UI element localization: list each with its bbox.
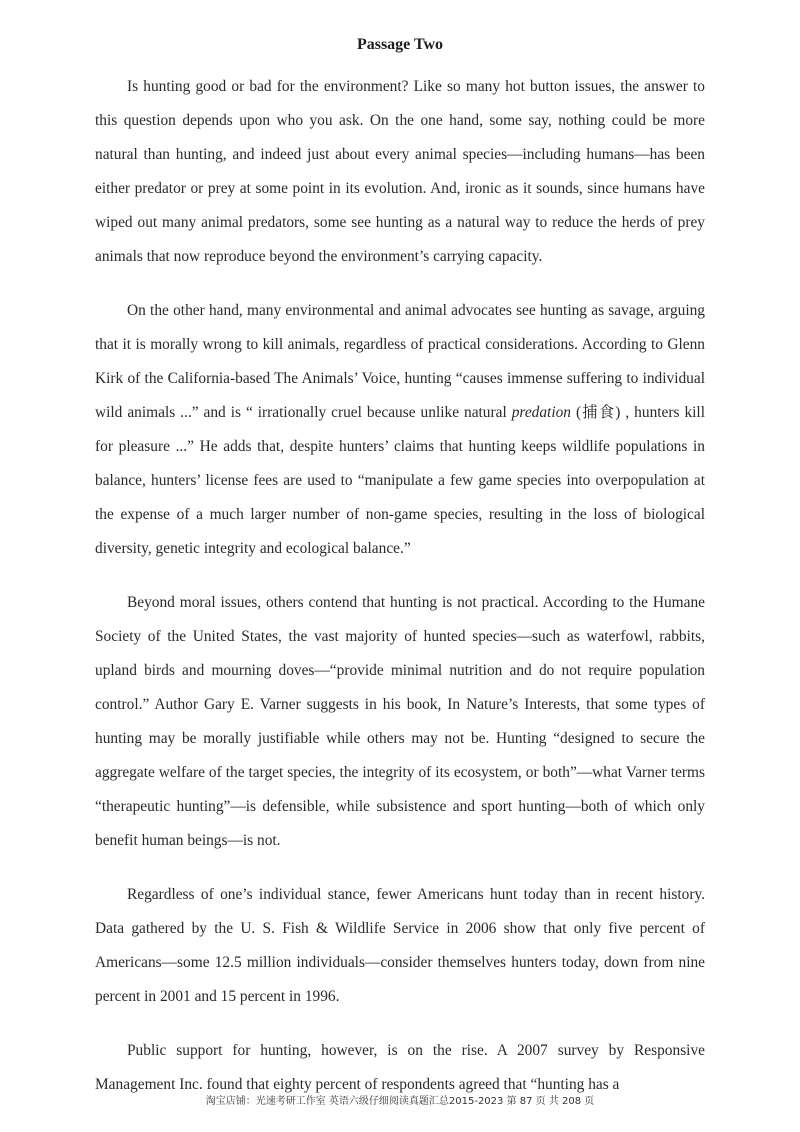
page-footer: 淘宝店铺：光速考研工作室 英语六级仔细阅读真题汇总2015-2023 第 87 页 共 208 页: [205, 1096, 595, 1107]
paragraph-2: [95, 294, 705, 566]
paragraph-2-part-2: (捕食) , hunters kill for pleasure ...” He adds that, despite hunters’ claims that hunting keeps wildlife populations in balance, hunters’ license fees are used to “manipulate a few game species into overpopulation at the expense of a much larger number of non-game species, resulting in the loss of biological diversity, genetic integrity and ecological balance.”: [95, 404, 705, 557]
paragraph-2-part-1: On the other hand, many environmental and animal advocates see hunting as savage, arguing that it is morally wrong to kill animals, regardless of practical considerations. According to Glenn Kirk of the California-based The Animals’ Voice, hunting “causes immense suffering to individual wild animals ...” and is “ irrationally cruel because unlike natural: [95, 302, 705, 421]
paragraph-4: Regardless of one’s individual stance, fewer Americans hunt today than in recent history. Data gathered by the U. S. Fish & Wildlife Service in 2006 show that only five percent of Americans—some 12.5 million individuals—consider themselves hunters today, down from nine percent in 2001 and 15 percent in 1996.: [95, 886, 705, 1005]
paragraph-5: Public support for hunting, however, is on the rise. A 2007 survey by Responsive Management Inc. found that eighty percent of respondents agreed that “hunting has a: [95, 1042, 705, 1093]
emphasis-predation: predation: [511, 404, 571, 421]
passage-title: Passage Two: [356, 36, 444, 53]
passage-body: [95, 70, 705, 1102]
paragraph-3: Beyond moral issues, others contend that hunting is not practical. According to the Humane Society of the United States, the vast majority of hunted species—such as waterfowl, rabbits, upland birds and mourning doves—“provide minimal nutrition and do not require population control.” Author Gary E. Varner suggests in his book, In Nature’s Interests, that some types of hunting may be morally justifiable while others may not be. Hunting “designed to secure the aggregate welfare of the target species, the integrity of its ecosystem, or both”—what Varner terms “therapeutic hunting”—is defensible, while subsistence and sport hunting—both of which only benefit human beings—is not.: [95, 594, 705, 849]
paragraph-1: Is hunting good or bad for the environment? Like so many hot button issues, the answer to this question depends upon who you ask. On the one hand, some say, nothing could be more natural than hunting, and indeed just about every animal species—including humans—has been either predator or prey at some point in its evolution. And, ironic as it sounds, since humans have wiped out many animal predators, some see hunting as a natural way to reduce the herds of prey animals that now reproduce beyond the environment’s carrying capacity.: [95, 78, 705, 265]
